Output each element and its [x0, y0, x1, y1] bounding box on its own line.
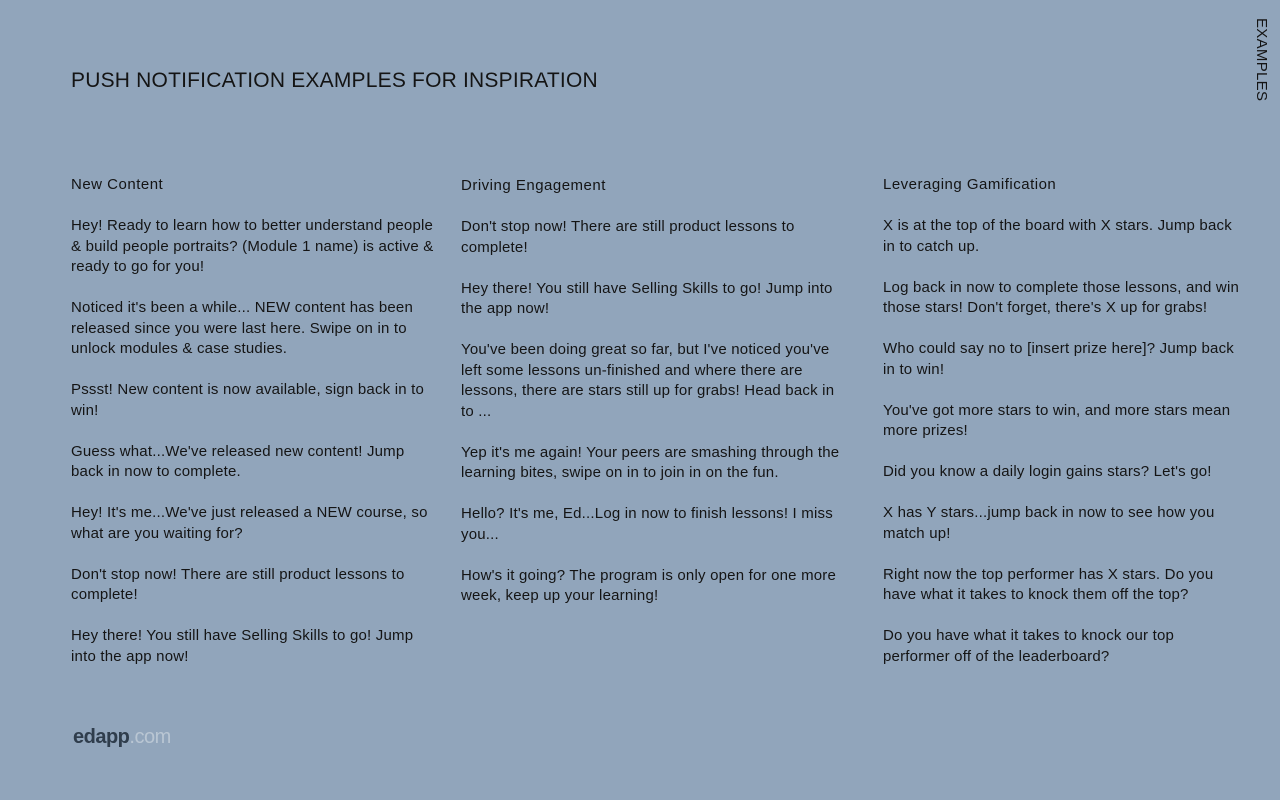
notification-example: Do you have what it takes to knock our top performer off of the leaderboard?: [883, 627, 1175, 665]
notification-example: Who could say no to [insert prize here]? Jump back in to win!: [883, 340, 1235, 378]
column-heading: New Content: [71, 176, 164, 193]
notification-example: Hey there! You still have Selling Skills to go! Jump into the app now!: [461, 279, 833, 317]
column-driving-engagement: [461, 176, 841, 627]
notification-example: Guess what...We've released new content! Jump back in now to complete.: [71, 442, 405, 480]
notification-example: X is at the top of the board with X stars. Jump back in to catch up.: [883, 217, 1232, 255]
notification-example: Did you know a daily login gains stars? Let's go!: [883, 463, 1212, 480]
column-leveraging-gamification: [883, 175, 1243, 688]
column-heading: Leveraging Gamification: [883, 176, 1057, 193]
notification-example: Pssst! New content is now available, sign back in to win!: [71, 381, 425, 419]
edapp-logo: [73, 726, 171, 749]
logo-wordmark: edapp: [73, 726, 130, 748]
notification-example: Hey! It's me...We've just released a NEW course, so what are you waiting for?: [71, 504, 428, 542]
column-heading: Driving Engagement: [461, 177, 606, 194]
notification-example: Don't stop now! There are still product lessons to complete!: [71, 565, 405, 603]
notification-example: Log back in now to complete those lessons, and win those stars! Don't forget, there's X up for grabs!: [883, 278, 1240, 316]
logo-domain: .com: [129, 726, 171, 748]
notification-example: You've got more stars to win, and more stars mean more prizes!: [883, 401, 1231, 439]
column-new-content: [71, 175, 441, 688]
notification-example: You've been doing great so far, but I've noticed you've left some lessons un-finished and where there are lessons, there are stars still up for grabs! Head back in to ...: [461, 341, 835, 420]
notification-example: Yep it's me again! Your peers are smashing through the learning bites, swipe on in to join in on the fun.: [461, 443, 840, 481]
notification-example: Right now the top performer has X stars. Do you have what it takes to knock them off the top?: [883, 565, 1214, 603]
notification-example: Hello? It's me, Ed...Log in now to finish lessons! I miss you...: [461, 505, 833, 543]
notification-example: Don't stop now! There are still product lessons to complete!: [461, 218, 795, 256]
notification-example: Hey there! You still have Selling Skills to go! Jump into the app now!: [71, 627, 414, 665]
section-label: EXAMPLES: [1253, 18, 1270, 102]
notification-example: Hey! Ready to learn how to better understand people & build people portraits? (Module 1 name) is active & ready to go for you!: [71, 217, 434, 275]
page-title: PUSH NOTIFICATION EXAMPLES FOR INSPIRATION: [71, 69, 598, 92]
notification-example: X has Y stars...jump back in now to see how you match up!: [883, 504, 1215, 542]
notification-example: How's it going? The program is only open for one more week, keep up your learning!: [461, 566, 837, 604]
notification-example: Noticed it's been a while... NEW content has been released since you were last here. Swipe on in to unlock modules & case studies.: [71, 299, 414, 357]
